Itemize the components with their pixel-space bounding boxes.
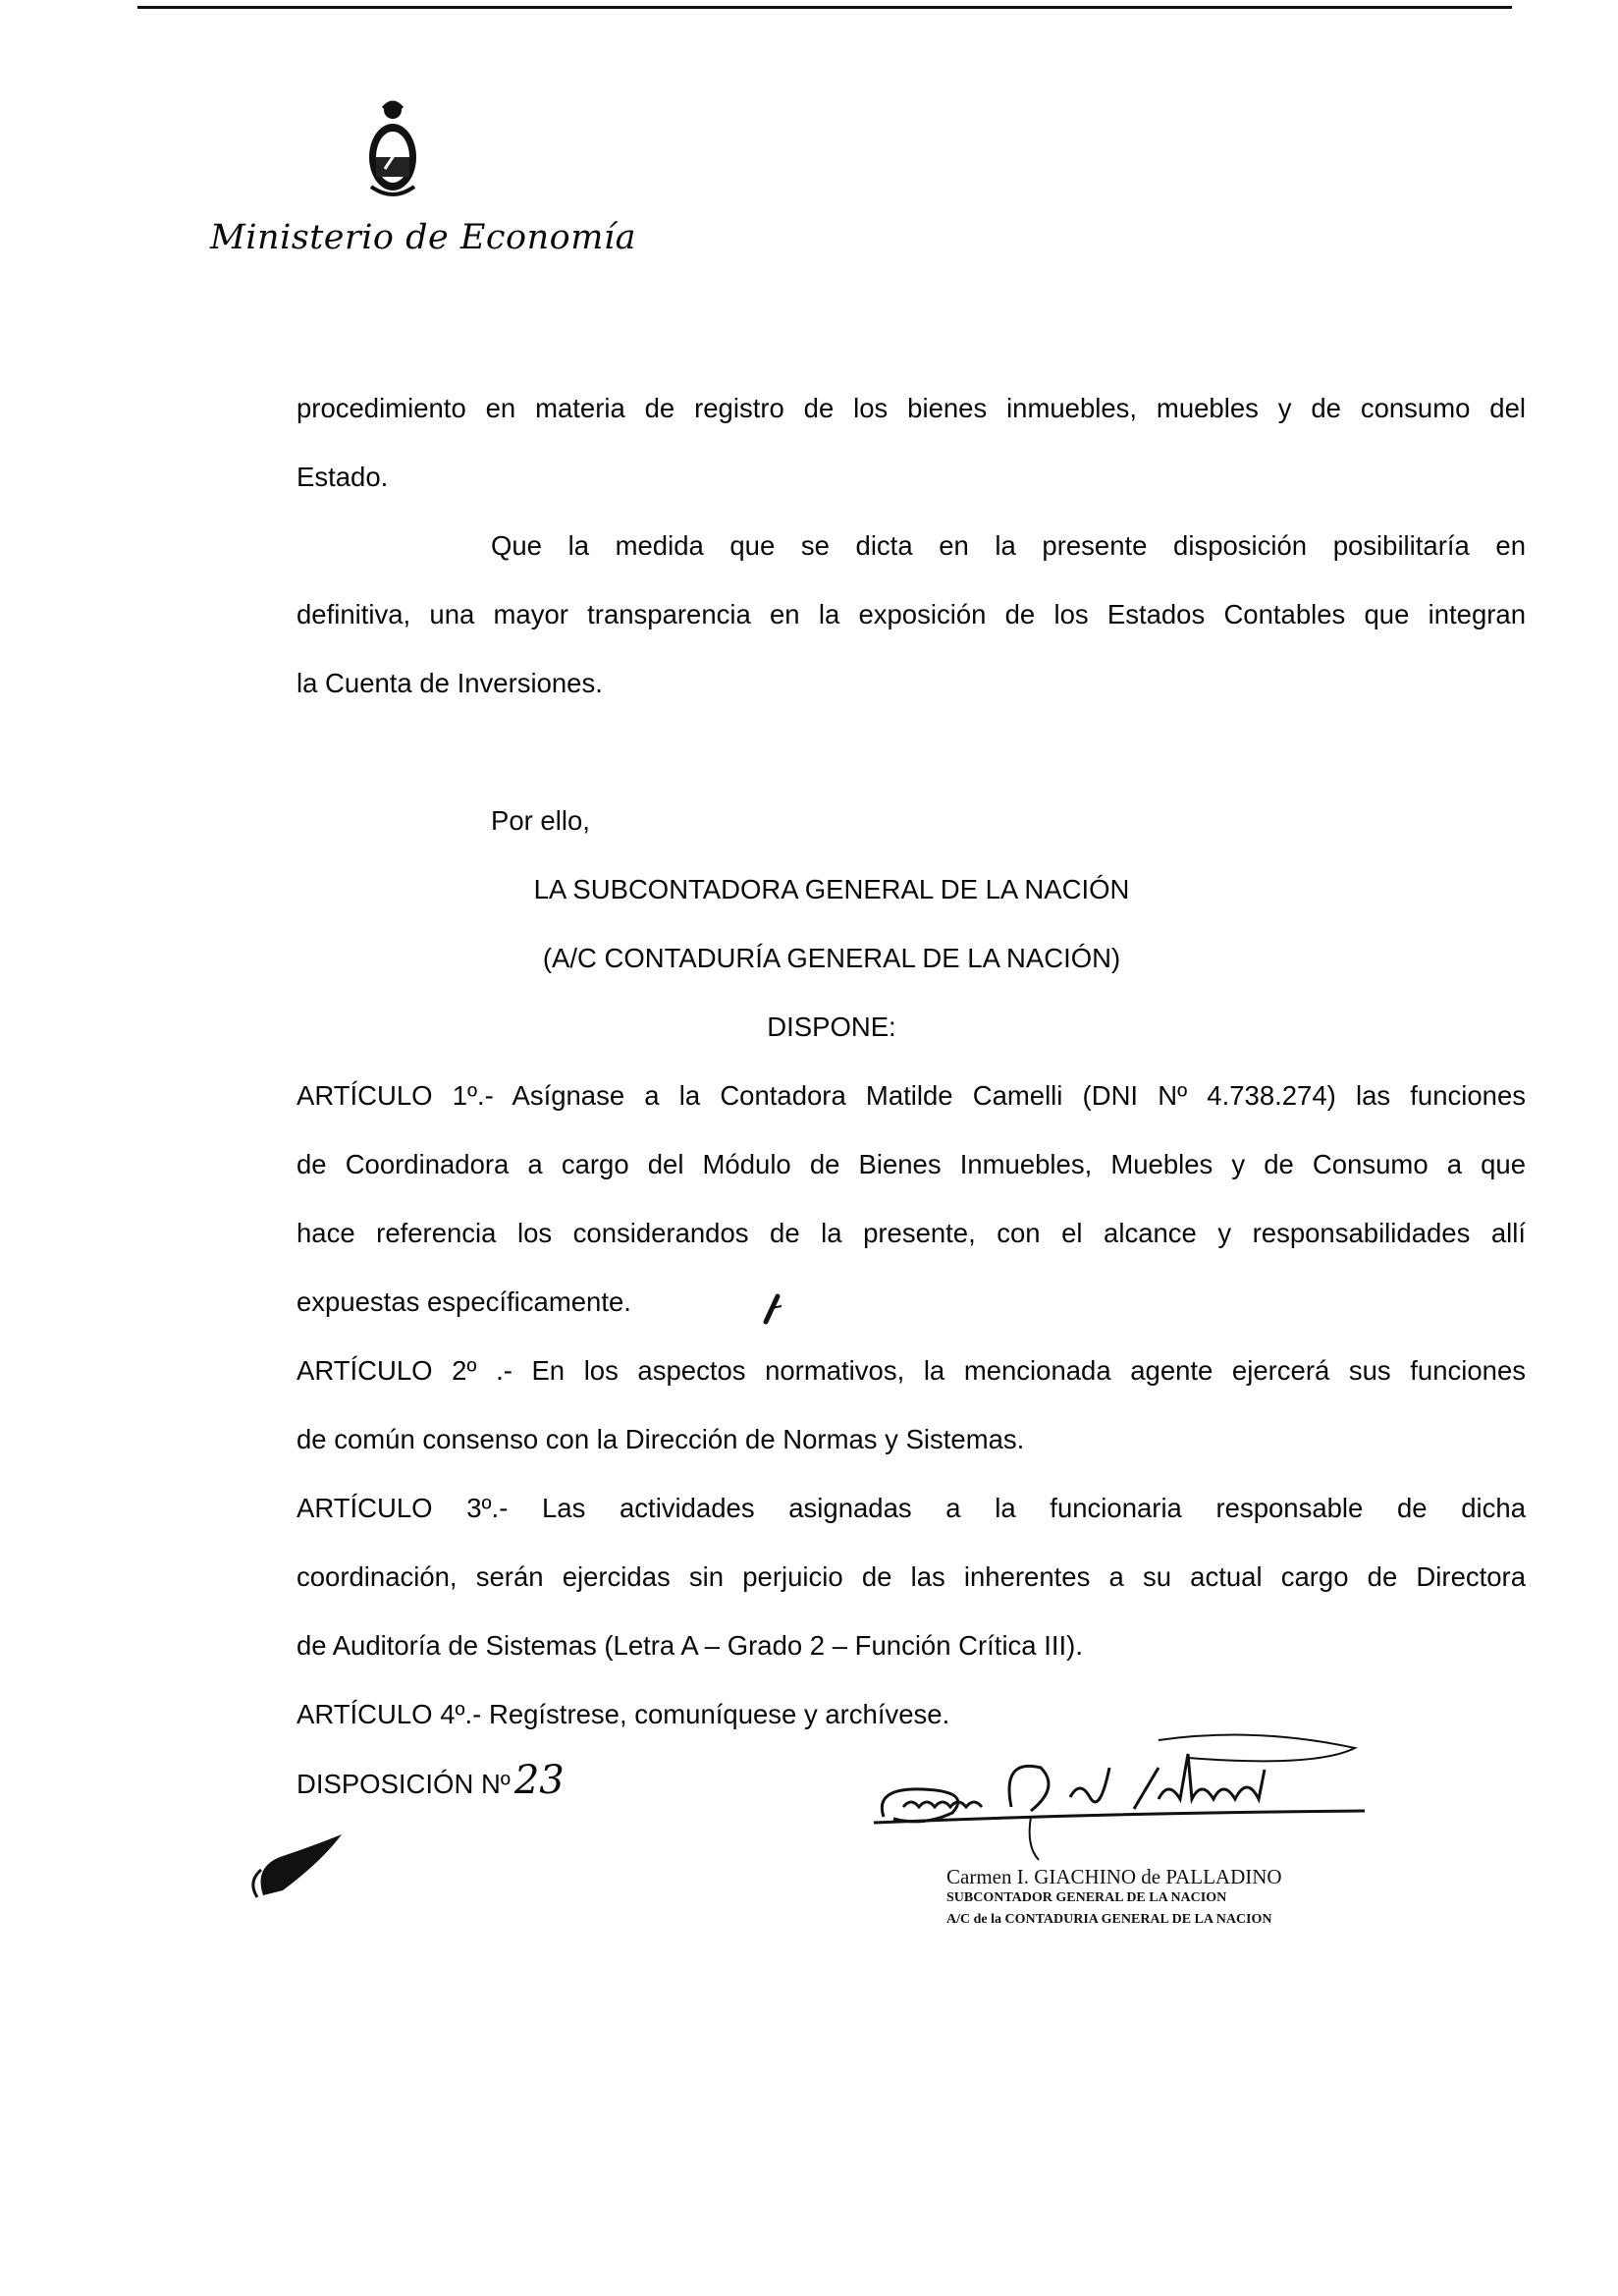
initials-flourish-icon [243, 1827, 361, 1905]
stamp-title-1: SUBCONTADOR GENERAL DE LA NACION [946, 1890, 1227, 1905]
article-line: ARTÍCULO 1º.- Asígnase a la Contadora Matilde Camelli (DNI Nº 4.738.274) las funciones [297, 1080, 1526, 1111]
paragraph-line: Que la medida que se dicta en la presente disposición posibilitaría en [491, 530, 1526, 561]
article-line: ARTÍCULO 2º .- En los aspectos normativos, la mencionada agente ejercerá sus funciones [297, 1355, 1526, 1386]
por-ello-line: Por ello, [491, 805, 590, 836]
handwritten-signature-icon [864, 1728, 1375, 1866]
stamp-name: Carmen I. GIACHINO de PALLADINO [946, 1865, 1282, 1888]
article-line: de común consenso con la Dirección de Normas y Sistemas. [297, 1424, 1025, 1454]
disposicion-line [297, 1758, 565, 1803]
paragraph-line: la Cuenta de Inversiones. [297, 668, 603, 698]
article-line: de Coordinadora a cargo del Módulo de Bienes Inmuebles, Muebles y de Consumo a que [297, 1149, 1526, 1179]
disposicion-label: DISPOSICIÓN Nº [297, 1769, 511, 1799]
article-line: ARTÍCULO 3º.- Las actividades asignadas a la funcionaria responsable de dicha [297, 1493, 1526, 1523]
argentine-coat-of-arms-icon [361, 96, 424, 204]
paragraph-line: Estado. [297, 462, 389, 492]
stamp-title-2: A/C de la CONTADURIA GENERAL DE LA NACION [946, 1912, 1272, 1927]
article-line: coordinación, serán ejercidas sin perjuicio de las inherentes a su actual cargo de Directora [297, 1561, 1526, 1592]
disposicion-number: 23 [513, 1758, 565, 1803]
paragraph-line: definitiva, una mayor transparencia en la exposición de los Estados Contables que integran [297, 599, 1526, 629]
article-line: hace referencia los considerandos de la presente, con el alcance y responsabilidades allí [297, 1218, 1526, 1248]
article-line: ARTÍCULO 4º.- Regístrese, comuníquese y archívese. [297, 1699, 950, 1729]
heading-line-2: (A/C CONTADURÍA GENERAL DE LA NACIÓN) [542, 943, 1121, 973]
heading-line-3: DISPONE: [767, 1011, 896, 1042]
ministry-name: Ministerio de Economía [210, 218, 636, 257]
article-line: de Auditoría de Sistemas (Letra A – Grado 2 – Función Crítica III). [297, 1630, 1083, 1661]
article-line: expuestas específicamente. [297, 1286, 631, 1317]
signature-stamp [946, 1866, 1282, 1931]
paragraph-line: procedimiento en materia de registro de los bienes inmuebles, muebles y de consumo del [297, 393, 1526, 423]
top-border-line [137, 6, 1512, 9]
check-mark-icon [758, 1292, 787, 1328]
heading-line-1: LA SUBCONTADORA GENERAL DE LA NACIÓN [533, 874, 1130, 904]
